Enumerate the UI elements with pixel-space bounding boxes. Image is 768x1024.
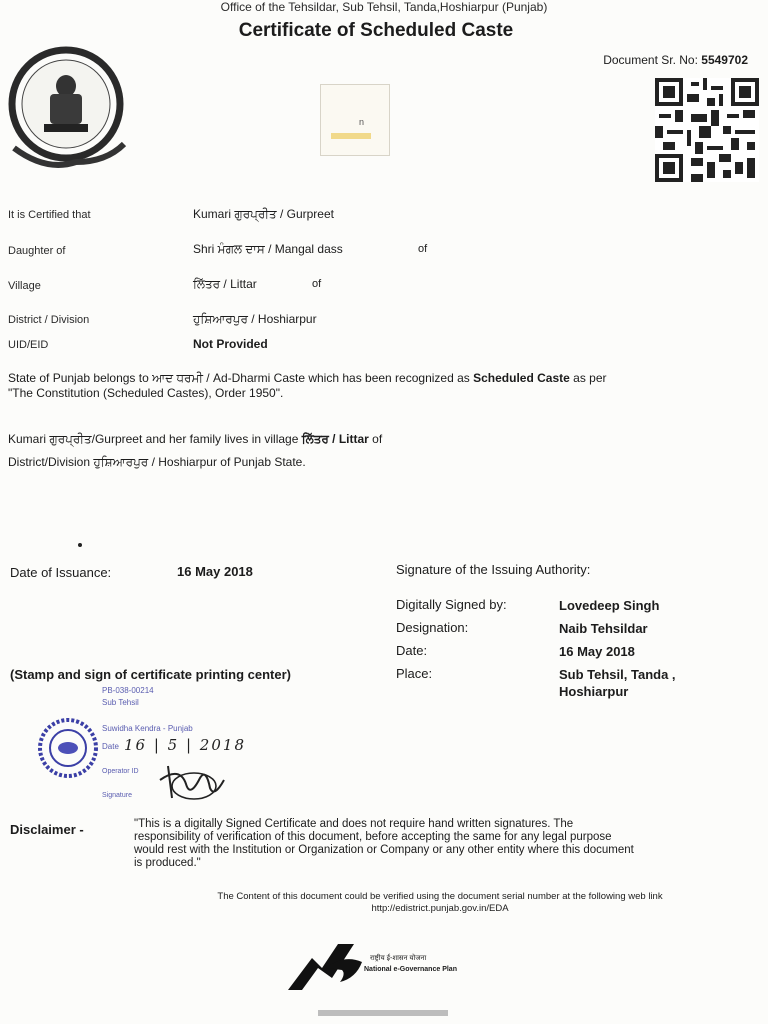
- field-value-name: Kumari ਗੁਰਪ੍ਰੀਤ / Gurpreet: [193, 207, 334, 221]
- photo-stamp: [331, 133, 371, 139]
- field-value-father: Shri ਮੰਗਲ ਦਾਸ / Mangal dass: [193, 242, 343, 256]
- caste-paragraph: [8, 371, 607, 401]
- verification-note: [130, 891, 750, 915]
- para2-village: ਲਿੱਤਰ / Littar: [301, 432, 369, 446]
- constitution-order: "The Constitution (Scheduled Castes), Order 1950".: [8, 386, 284, 400]
- place-value: [559, 666, 676, 700]
- field-label-district: District / Division: [8, 314, 90, 326]
- center-id: PB-038-00214: [102, 686, 154, 695]
- stamp-title: (Stamp and sign of certificate printing center): [10, 667, 291, 682]
- center-state: Suwidha Kendra - Punjab: [102, 724, 193, 733]
- state-emblem-icon: [6, 44, 130, 174]
- certificate-title: Certificate of Scheduled Caste: [238, 20, 514, 41]
- center-office: Sub Tehsil: [102, 698, 139, 707]
- para2-name: ਗੁਰਪ੍ਰੀਤ/Gurpreet: [49, 432, 143, 446]
- field-value-uid: Not Provided: [193, 337, 268, 351]
- field-label-village: Village: [8, 280, 41, 292]
- bottom-strip: [318, 1010, 448, 1016]
- para2-prefix: Kumari: [8, 432, 50, 446]
- issuance-date: 16 May 2018: [177, 564, 253, 579]
- stamp-area: [30, 686, 250, 806]
- signed-by-value: Lovedeep Singh: [559, 598, 660, 613]
- photo-mark: n: [359, 117, 365, 127]
- photo-box: [320, 84, 390, 156]
- para1-mid: Caste which has been recognized as: [270, 371, 474, 385]
- scheduled-caste-text: Scheduled Caste: [473, 371, 570, 385]
- designation-label: Designation:: [396, 620, 469, 635]
- hindi-plan-name: राष्ट्रीय ई-शासन योजना: [370, 955, 427, 962]
- designation-value: Naib Tehsildar: [559, 621, 648, 636]
- office-name: Office of the Tehsildar, Sub Tehsil, Tanda,Hoshiarpur (Punjab): [220, 0, 548, 14]
- date-label: Date: [102, 742, 119, 751]
- signature-label: Signature: [102, 792, 132, 799]
- place-label: Place:: [396, 666, 433, 681]
- residence-paragraph: [8, 428, 382, 474]
- handwritten-date: 16 | 5 | 2018: [124, 736, 246, 754]
- para2-suffix: of: [368, 432, 383, 446]
- field-label-daughter-of: Daughter of: [8, 245, 66, 257]
- para2-mid: and her family lives in village: [142, 432, 302, 446]
- verification-link[interactable]: http://edistrict.punjab.gov.in/EDA: [371, 903, 509, 914]
- caste-name: ਆਦ ਧਰਮੀ / Ad-Dharmi: [152, 371, 271, 385]
- para1-prefix: State of Punjab belongs to: [8, 371, 153, 385]
- handwritten-signature: [150, 758, 230, 804]
- disclaimer-line: is produced.": [134, 857, 201, 869]
- issuance-label: Date of Issuance:: [10, 565, 112, 580]
- place-line-1: Sub Tehsil, Tanda ,: [559, 667, 676, 682]
- signature-heading: Signature of the Issuing Authority:: [396, 562, 591, 577]
- sign-date-label: Date:: [396, 643, 428, 658]
- field-suffix-of: of: [418, 243, 428, 255]
- doc-no-label: Document Sr. No:: [603, 53, 698, 67]
- operator-label: Operator ID: [102, 768, 139, 775]
- field-suffix-of: of: [312, 278, 322, 290]
- disclaimer-line: responsibility of verification of this document, before accepting the same for any legal purpose: [134, 831, 612, 843]
- sign-date-value: 16 May 2018: [559, 644, 635, 659]
- signed-by-label: Digitally Signed by:: [396, 597, 507, 612]
- doc-no-value: 5549702: [701, 53, 748, 67]
- disclaimer-label: Disclaimer -: [10, 822, 84, 837]
- verification-text: The Content of this document could be verified using the document serial number at the following web link: [217, 891, 663, 902]
- disclaimer-text: [134, 818, 766, 870]
- field-label-certified: It is Certified that: [8, 209, 91, 221]
- egov-logo-icon: [282, 938, 366, 994]
- field-value-district: ਹੁਸ਼ਿਆਰਪੁਰ / Hoshiarpur: [193, 312, 317, 326]
- plan-name: National e-Governance Plan: [364, 966, 457, 973]
- disclaimer-line: "This is a digitally Signed Certificate and does not require hand written signatures. The: [134, 818, 574, 830]
- place-line-2: Hoshiarpur: [559, 684, 629, 699]
- egov-footer: [282, 938, 502, 996]
- disclaimer-line: would rest with the Institution or Organization or Company or any other entity where this document: [134, 844, 634, 856]
- field-value-village: ਲਿੱਤਰ / Littar: [193, 277, 257, 291]
- para2-state: of Punjab State.: [216, 455, 306, 469]
- para2-district-prefix: District/Division: [8, 455, 94, 469]
- field-label-uid: UID/EID: [8, 339, 49, 351]
- para2-district: ਹੁਸ਼ਿਆਰਪੁਰ / Hoshiarpur: [93, 455, 217, 469]
- ink-dot: [78, 543, 82, 547]
- para1-suffix: as per: [569, 371, 607, 385]
- qr-code-icon: [655, 78, 759, 182]
- round-seal-icon: [36, 716, 100, 780]
- document-serial: [603, 53, 748, 67]
